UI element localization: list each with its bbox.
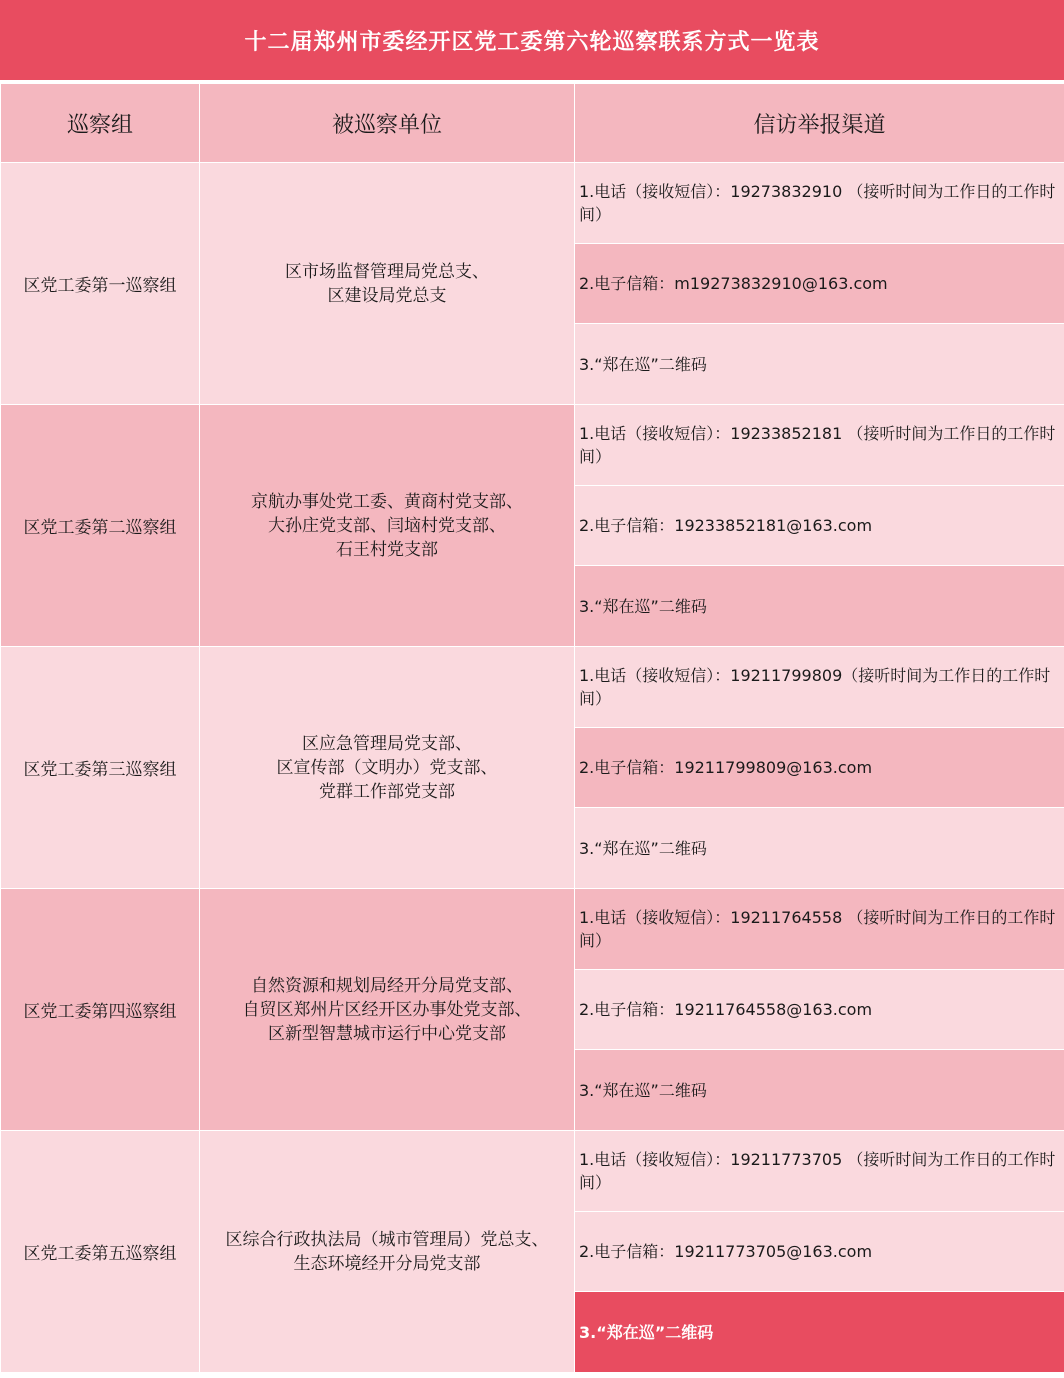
channel-email: 2.电子信箱：19211799809@163.com xyxy=(575,727,1064,808)
unit-line: 大孙庄党支部、闫垴村党支部、 xyxy=(268,515,506,536)
table-row xyxy=(1,1131,1064,1212)
group-cell: 区党工委第五巡察组 xyxy=(1,1131,200,1373)
unit-line: 区市场监督管理局党总支、 xyxy=(285,261,489,282)
channel-qrcode: 3.“郑在巡”二维码 xyxy=(575,808,1064,889)
table-row xyxy=(1,163,1064,244)
group-cell: 区党工委第一巡察组 xyxy=(1,163,200,405)
units-cell xyxy=(200,163,575,405)
group-cell: 区党工委第三巡察组 xyxy=(1,647,200,889)
channel-phone: 1.电话（接收短信）：19211764558 （接听时间为工作日的工作时间） xyxy=(575,889,1064,970)
group-cell: 区党工委第四巡察组 xyxy=(1,889,200,1131)
table-header-row xyxy=(1,84,1064,163)
header-units: 被巡察单位 xyxy=(200,84,575,163)
unit-line: 自贸区郑州片区经开区办事处党支部、 xyxy=(242,999,532,1020)
unit-line: 区建设局党总支 xyxy=(327,285,447,306)
channel-phone: 1.电话（接收短信）：19273832910 （接听时间为工作日的工作时间） xyxy=(575,163,1064,244)
unit-line: 自然资源和规划局经开分局党支部、 xyxy=(251,975,523,996)
channel-email: 2.电子信箱：m19273832910@163.com xyxy=(575,243,1064,324)
channel-email: 2.电子信箱：19211773705@163.com xyxy=(575,1211,1064,1292)
channel-email: 2.电子信箱：19211764558@163.com xyxy=(575,969,1064,1050)
unit-line: 党群工作部党支部 xyxy=(319,781,455,802)
channel-qrcode: 3.“郑在巡”二维码 xyxy=(575,1292,1064,1373)
channel-phone: 1.电话（接收短信）：19233852181 （接听时间为工作日的工作时间） xyxy=(575,405,1064,486)
unit-line: 区综合行政执法局（城市管理局）党总支、 xyxy=(225,1229,549,1250)
header-channels: 信访举报渠道 xyxy=(575,84,1064,163)
channel-phone: 1.电话（接收短信）：19211773705 （接听时间为工作日的工作时间） xyxy=(575,1131,1064,1212)
channel-qrcode: 3.“郑在巡”二维码 xyxy=(575,324,1064,405)
unit-line: 区新型智慧城市运行中心党支部 xyxy=(268,1023,506,1044)
table-row xyxy=(1,405,1064,486)
table-row xyxy=(1,889,1064,970)
channel-email: 2.电子信箱：19233852181@163.com xyxy=(575,485,1064,566)
unit-line: 区宣传部（文明办）党支部、 xyxy=(276,757,498,778)
unit-line: 生态环境经开分局党支部 xyxy=(293,1253,481,1274)
unit-line: 京航办事处党工委、黄商村党支部、 xyxy=(251,491,523,512)
group-cell: 区党工委第二巡察组 xyxy=(1,405,200,647)
unit-line: 区应急管理局党支部、 xyxy=(302,733,472,754)
units-cell xyxy=(200,647,575,889)
table-row xyxy=(1,647,1064,728)
units-cell xyxy=(200,889,575,1131)
page-title: 十二届郑州市委经开区党工委第六轮巡察联系方式一览表 xyxy=(0,0,1064,80)
header-group: 巡察组 xyxy=(1,84,200,163)
channel-qrcode: 3.“郑在巡”二维码 xyxy=(575,1050,1064,1131)
contact-table xyxy=(0,83,1064,1373)
unit-line: 石王村党支部 xyxy=(336,539,438,560)
channel-qrcode: 3.“郑在巡”二维码 xyxy=(575,566,1064,647)
channel-phone: 1.电话（接收短信）：19211799809（接听时间为工作日的工作时间） xyxy=(575,647,1064,728)
units-cell xyxy=(200,405,575,647)
units-cell xyxy=(200,1131,575,1373)
